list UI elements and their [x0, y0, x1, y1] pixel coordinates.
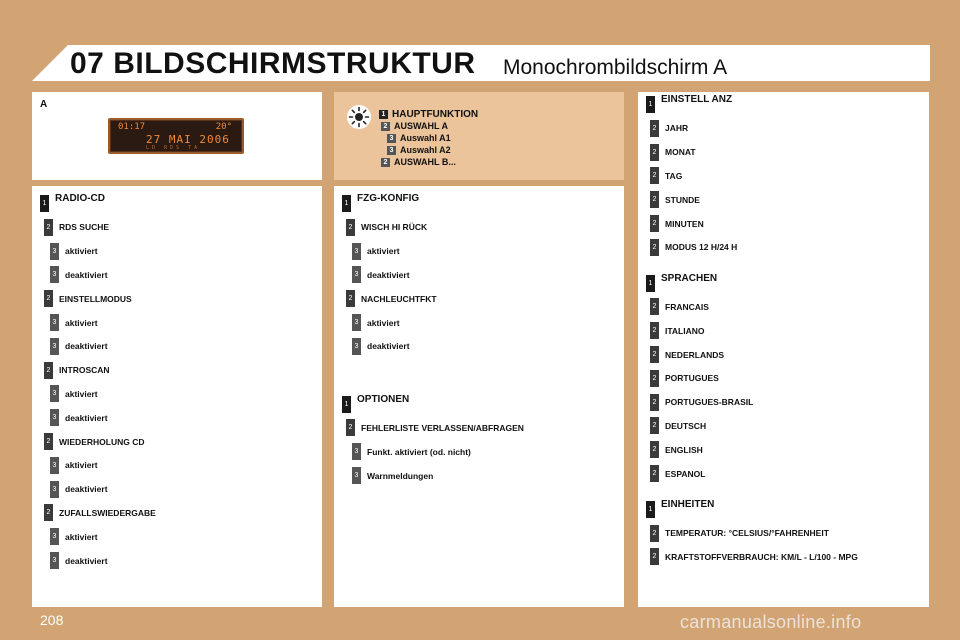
level-badge: 2 [650, 370, 659, 387]
menu-item-label: Warnmeldungen [367, 470, 434, 481]
sun-icon [346, 104, 372, 130]
level-badge: 2 [346, 219, 355, 236]
menu-item-label: deaktiviert [367, 269, 410, 280]
menu-item-label: TEMPERATUR: °CELSIUS/°FAHRENHEIT [665, 528, 829, 539]
level-badge: 2 [381, 122, 390, 131]
legend-text: Auswahl A1 [400, 133, 451, 143]
menu-item-label: deaktiviert [65, 341, 108, 352]
level-badge: 3 [352, 443, 361, 460]
menu-item-label: NACHLEUCHTFKT [361, 293, 437, 304]
menu-item-level-3 [50, 409, 108, 426]
menu-item-level-3 [352, 338, 410, 355]
menu-item-label: MODUS 12 H/24 H [665, 242, 738, 253]
level-badge: 3 [50, 314, 59, 331]
legend-line-level-2 [381, 121, 448, 131]
level-badge: 2 [44, 290, 53, 307]
legend-line-level-3 [387, 145, 451, 155]
menu-item-level-2 [650, 548, 858, 565]
menu-item-level-2 [650, 417, 706, 434]
level-badge: 2 [44, 433, 53, 450]
menu-item-level-3 [50, 528, 98, 545]
menu-item-level-2 [346, 419, 524, 436]
menu-item-level-3 [352, 243, 400, 260]
menu-item-level-2 [44, 362, 110, 379]
level-badge: 1 [342, 195, 351, 212]
menu-item-level-2 [346, 219, 427, 236]
menu-item-level-2 [346, 290, 437, 307]
menu-item-level-2 [650, 346, 724, 363]
menu-item-label: aktiviert [65, 531, 98, 542]
screen-preview-panel [32, 92, 322, 180]
level-badge: 2 [650, 215, 659, 232]
hauptfunktion-legend-panel [334, 92, 624, 180]
menu-item-level-3 [50, 457, 98, 474]
menu-item-label: aktiviert [65, 246, 98, 257]
monochrome-display [108, 118, 244, 154]
level-badge: 2 [44, 504, 53, 521]
menu-item-level-1 [646, 498, 715, 518]
menu-item-label: EINHEITEN [661, 498, 715, 510]
menu-item-label: STUNDE [665, 194, 700, 205]
menu-item-level-1 [342, 195, 419, 212]
menu-item-level-2 [650, 167, 682, 184]
menu-item-label: RDS SUCHE [59, 222, 110, 233]
menu-item-level-2 [650, 370, 719, 387]
level-badge: 3 [352, 338, 361, 355]
legend-text: AUSWAHL A [394, 121, 448, 131]
level-badge: 2 [650, 525, 659, 542]
menu-item-level-2 [650, 120, 688, 137]
menu-item-label: ESPANOL [665, 468, 706, 479]
level-badge: 3 [50, 243, 59, 260]
radio-cd-menu-panel [32, 186, 322, 607]
menu-item-level-2 [650, 394, 753, 411]
level-badge: 2 [381, 158, 390, 167]
menu-item-label: TAG [665, 170, 683, 181]
level-badge: 2 [650, 239, 659, 256]
display-settings-menu-panel [638, 92, 929, 607]
level-badge: 3 [50, 385, 59, 402]
level-badge: 2 [650, 394, 659, 411]
level-badge: 2 [650, 548, 659, 565]
watermark: carmanualsonline.info [680, 612, 862, 632]
menu-item-label: deaktiviert [65, 412, 108, 423]
level-badge: 3 [352, 266, 361, 283]
menu-item-label: KRAFTSTOFFVERBRAUCH: KM/L - L/100 - MPG [665, 551, 858, 562]
level-badge: 3 [387, 134, 396, 143]
menu-item-label: MONAT [665, 147, 696, 158]
level-badge: 2 [650, 191, 659, 208]
menu-item-label: WISCH HI RÜCK [361, 222, 428, 233]
level-badge: 1 [379, 110, 388, 119]
level-badge: 2 [650, 120, 659, 137]
legend-text: Auswahl A2 [400, 145, 451, 155]
level-badge: 2 [346, 419, 355, 436]
legend-line-level-3 [387, 133, 451, 143]
menu-item-level-3 [50, 243, 98, 260]
menu-item-level-2 [650, 465, 705, 482]
menu-item-level-3 [50, 552, 108, 569]
menu-item-level-2 [650, 298, 709, 315]
lcd-time: 01:17 [118, 122, 146, 132]
menu-item-label: aktiviert [65, 460, 98, 471]
level-badge: 3 [50, 528, 59, 545]
level-badge: 3 [50, 481, 59, 498]
menu-item-label: deaktiviert [65, 484, 108, 495]
level-badge: 3 [387, 146, 396, 155]
page-subtitle: Monochrombildschirm A [503, 56, 728, 79]
menu-item-level-2 [650, 239, 737, 256]
level-badge: 2 [650, 322, 659, 339]
level-badge: 2 [650, 417, 659, 434]
menu-item-level-3 [352, 443, 471, 460]
menu-item-level-2 [44, 504, 156, 521]
level-badge: 3 [50, 457, 59, 474]
menu-item-level-2 [44, 290, 132, 307]
level-badge: 3 [352, 243, 361, 260]
level-badge: 1 [40, 195, 49, 212]
menu-item-label: Funkt. aktiviert (od. nicht) [367, 446, 471, 457]
menu-item-label: MINUTEN [665, 218, 704, 229]
vehicle-config-menu-panel [334, 186, 624, 607]
level-badge: 1 [646, 96, 655, 113]
menu-item-level-2 [650, 215, 704, 232]
menu-item-level-3 [50, 385, 98, 402]
level-badge: 2 [44, 219, 53, 236]
level-badge: 3 [50, 552, 59, 569]
menu-item-level-1 [342, 393, 410, 413]
menu-item-label: EINSTELLMODUS [59, 293, 132, 304]
menu-item-level-2 [650, 144, 696, 161]
legend-text: HAUPTFUNKTION [392, 109, 479, 120]
level-badge: 2 [346, 290, 355, 307]
menu-item-level-1 [646, 96, 732, 113]
menu-item-label: aktiviert [65, 317, 98, 328]
menu-item-label: WIEDERHOLUNG CD [59, 436, 145, 447]
level-badge: 2 [650, 441, 659, 458]
page-title: 07 BILDSCHIRMSTRUKTUR [70, 47, 476, 80]
level-badge: 3 [352, 467, 361, 484]
level-badge: 1 [646, 275, 655, 292]
level-badge: 3 [50, 338, 59, 355]
level-badge: 1 [342, 396, 351, 413]
menu-item-label: JAHR [665, 123, 689, 134]
menu-item-level-2 [650, 322, 705, 339]
level-badge: 2 [650, 346, 659, 363]
menu-item-level-3 [352, 467, 433, 484]
level-badge: 1 [646, 501, 655, 518]
menu-item-label: RADIO-CD [55, 193, 105, 204]
level-badge: 3 [50, 266, 59, 283]
menu-item-label: aktiviert [367, 317, 400, 328]
menu-item-label: PORTUGUES [665, 373, 719, 384]
menu-item-label: deaktiviert [65, 269, 108, 280]
menu-item-label: SPRACHEN [661, 272, 718, 284]
menu-item-label: OPTIONEN [357, 393, 410, 405]
menu-item-level-2 [44, 433, 144, 450]
menu-item-label: deaktiviert [367, 341, 410, 352]
menu-item-label: NEDERLANDS [665, 349, 725, 360]
menu-item-level-3 [50, 338, 108, 355]
level-badge: 3 [50, 409, 59, 426]
lcd-indicators: LD RDS TA [146, 145, 201, 151]
level-badge: 2 [650, 144, 659, 161]
menu-item-label: FEHLERLISTE VERLASSEN/ABFRAGEN [361, 422, 524, 433]
legend-text: AUSWAHL B... [394, 157, 456, 167]
level-badge: 2 [650, 167, 659, 184]
level-badge: 2 [44, 362, 53, 379]
menu-item-label: DEUTSCH [665, 420, 707, 431]
menu-item-level-2 [650, 191, 700, 208]
lcd-temperature: 20° [215, 122, 232, 132]
legend-line-level-1 [379, 109, 478, 120]
menu-item-level-2 [44, 219, 109, 236]
menu-item-label: EINSTELL ANZ [661, 94, 733, 105]
menu-item-level-3 [352, 266, 410, 283]
menu-item-label: ZUFALLSWIEDERGABE [59, 507, 156, 518]
menu-item-label: aktiviert [65, 388, 98, 399]
menu-item-level-2 [650, 525, 829, 542]
lcd-date: 27 MAI 2006 [146, 133, 230, 146]
legend-line-level-2 [381, 157, 456, 167]
menu-item-level-3 [50, 266, 108, 283]
menu-item-label: ITALIANO [665, 325, 705, 336]
menu-item-label: FRANCAIS [665, 301, 709, 312]
menu-item-level-3 [50, 314, 98, 331]
menu-item-label: PORTUGUES-BRASIL [665, 397, 754, 408]
level-badge: 2 [650, 465, 659, 482]
menu-item-label: FZG-KONFIG [357, 193, 420, 204]
level-badge: 2 [650, 298, 659, 315]
menu-item-level-1 [646, 272, 718, 292]
menu-item-label: aktiviert [367, 246, 400, 257]
menu-item-level-3 [50, 481, 108, 498]
page-number: 208 [40, 612, 64, 628]
level-badge: 3 [352, 314, 361, 331]
menu-item-level-1 [40, 195, 105, 212]
menu-item-label: INTROSCAN [59, 365, 110, 376]
menu-item-label: ENGLISH [665, 444, 703, 455]
menu-item-level-3 [352, 314, 400, 331]
menu-item-label: deaktiviert [65, 555, 108, 566]
screen-label: A [40, 99, 48, 110]
menu-item-level-2 [650, 441, 703, 458]
